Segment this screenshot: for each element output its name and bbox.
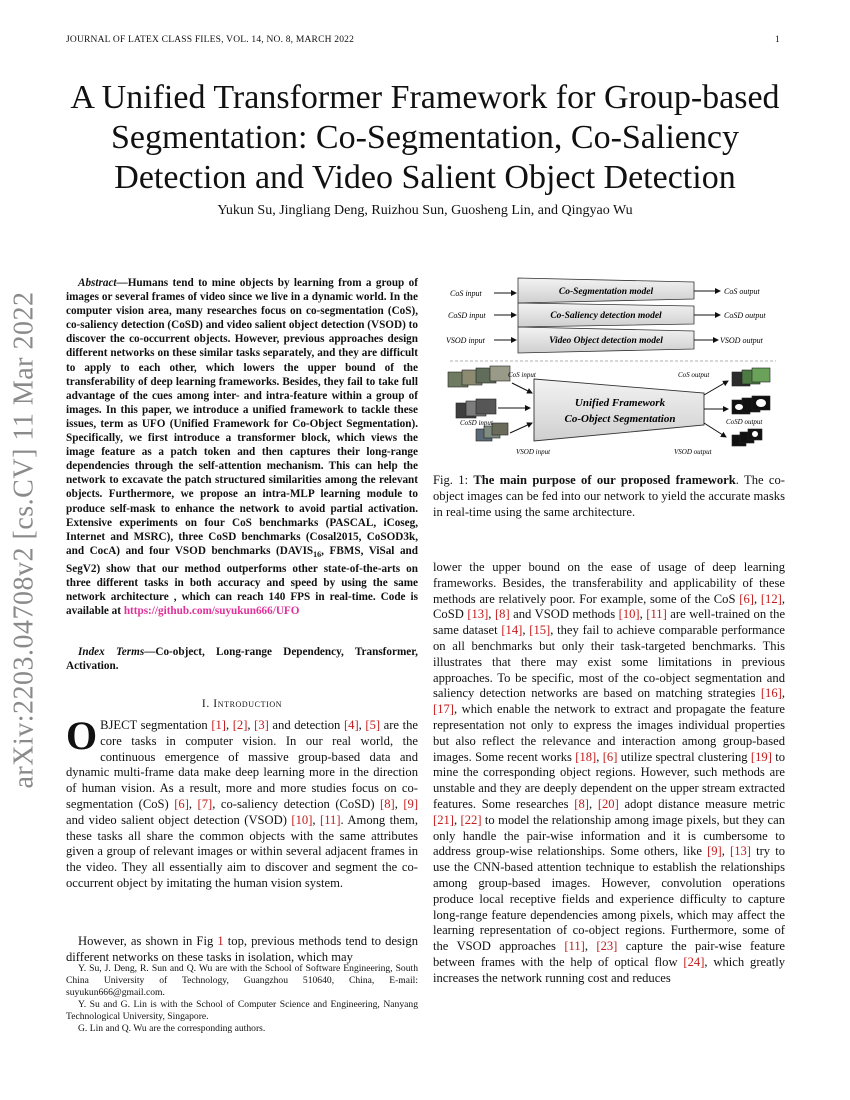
intro-paragraph-1 <box>66 713 419 892</box>
arxiv-side-stamp <box>0 290 48 790</box>
right-column-text-segment: , <box>588 796 598 811</box>
fig-top-output-vsod: VSOD output <box>720 336 763 345</box>
title-line-1: A Unified Transformer Framework for Group-based <box>70 79 780 116</box>
footnote-affiliation-1: Y. Su, J. Deng, R. Sun and Q. Wu are with the School of Software Engineering, South China University of Technology, Guangzhou 510640, China, E-mail: suyukun666@gmail.com. <box>66 963 418 998</box>
right-column-text-segment: , CoSD <box>433 591 785 622</box>
fig-bottom-output-cosd: CoSD output <box>726 418 763 426</box>
intro-text-segment: , <box>247 718 255 732</box>
fig-bottom-output-vsod: VSOD output <box>674 448 712 456</box>
fig-top-input-cosd: CoSD input <box>448 311 486 320</box>
citation-link[interactable]: [10] <box>291 812 313 827</box>
fig-top-input-vsod: VSOD input <box>446 336 485 345</box>
intro-text-segment: , <box>394 796 404 811</box>
right-column-text-segment: and VSOD methods <box>509 607 619 622</box>
right-column-paragraph <box>433 560 785 987</box>
figure-1-caption <box>433 472 785 520</box>
dropcap-letter: O <box>66 713 98 758</box>
intro-p2-start: However, as shown in Fig <box>78 934 218 948</box>
caption-text: . The co-object images can be fed into our network to yield the accurate masks in real-time using the same architecture. <box>433 473 785 519</box>
citation-link[interactable]: [10] <box>618 607 640 622</box>
right-column-text-segment: , <box>584 939 597 954</box>
right-column-text-segment: , which greatly increases the network running cost and reduces <box>433 954 785 985</box>
caption-label: Fig. 1: <box>433 473 474 487</box>
framework-diagram <box>436 275 786 460</box>
citation-link[interactable]: [8] <box>380 796 395 811</box>
intro-text-segment: BJECT segmentation <box>100 718 212 732</box>
fig-model-label-cosd: Co-Saliency detection model <box>550 311 662 321</box>
intro-text-segment: and video salient object detection (VSOD) <box>66 812 292 827</box>
section-title: Introduction <box>213 698 283 710</box>
citation-link[interactable]: [6] <box>739 591 754 606</box>
right-column-text-segment: , which enable the network to extract and propagate the feature representation not only to express the images individual properties but also reflect the relevance and interaction among group-based images. Some recent works <box>433 702 785 764</box>
citation-link[interactable]: [15] <box>529 623 551 638</box>
right-column-text-segment: , <box>488 607 495 622</box>
fig-model-label-cos: Co-Segmentation model <box>558 287 654 297</box>
paper-title <box>40 78 810 198</box>
section-heading <box>66 698 418 710</box>
citation-link[interactable]: [9] <box>707 844 722 859</box>
index-terms-text: —Co-object, Long-range Dependency, Transformer, Activation. <box>66 646 418 673</box>
citation-link[interactable]: [11] <box>320 812 341 827</box>
intro-text-segment: , <box>358 718 366 732</box>
intro-paragraph-1-text <box>66 713 419 890</box>
right-column-text-segment: , <box>522 623 530 638</box>
abstract-text-1: —Humans tend to mine objects by learning from a group of images or several frames of video since we live in a dynamic world. In the computer vision area, many researches focus on co-segmentation (CoS), co-saliency detection (CoSD) and video salient object detection (VSOD) to discover the co-occurrent objects. However, previous approaches design different networks on these similar tasks separately, and they are difficult to apply to each other, which lowers the upper bound of the transferability of deep learning frameworks. Besides, they fail to take full advantage of the cues among inter- and intra-feature within a group of images. In this paper, we introduce a unified framework to tackle these issues, term as UFO (Unified Framework for Co-Object Segmentation). Specifically, we first introduce a transformer block, which views the image feature as a patch token and then captures their long-range dependencies through the self-attention mechanism. This can help the network to excavate the patch structured similarities among the relevant objects. Furthermore, we propose an intra-MLP learning module to produce self-mask to enhance the network to avoid partial activation. Extensive experiments on four CoS benchmarks (PASCAL, iCoseg, Internet and MSRC), three CoSD benchmarks (Cosal2015, CoSOD3k, and CocA) and four VSOD benchmarks (DAVIS <box>66 277 418 557</box>
right-column-text-segment: adopt distance measure metric <box>618 796 785 811</box>
author-list: Yukun Su, Jingliang Deng, Ruizhou Sun, Guosheng Lin, and Qingyao Wu <box>217 203 633 218</box>
intro-text-segment: are the core tasks in computer vision. In our real world, the continuous emergence of massive group-based data and dynamic multi-frame data make deep learning more in the direction of human vision. As a result, more and more studies focus on co-segmentation (CoS) <box>66 718 418 811</box>
citation-link[interactable]: [18] <box>575 749 597 764</box>
fig-arrow <box>704 423 726 437</box>
fig-unified-box <box>534 379 704 441</box>
citation-link[interactable]: [23] <box>596 939 618 954</box>
title-line-2: Segmentation: Co-Segmentation, Co-Saliency <box>111 119 739 156</box>
citation-link[interactable]: [6] <box>174 796 189 811</box>
right-column-text-segment: to model the relationship among image pixels, but they can only handle the pair-wise information and it is cumbersome to address group-wise relationships. Some others, like <box>433 812 786 859</box>
intro-text-segment: , <box>312 812 320 827</box>
title-line-3: Detection and Video Salient Object Detection <box>114 159 736 196</box>
arxiv-id-text: arXiv:2203.04708v2 [cs.CV] 11 Mar 2022 <box>8 291 40 789</box>
right-column-text-segment: are well-trained on the same dataset <box>433 607 786 638</box>
intro-paragraph-2 <box>66 934 418 966</box>
intro-text-segment: and detection <box>268 718 344 732</box>
intro-text-segment: , co-saliency detection (CoSD) <box>212 796 380 811</box>
citation-link[interactable]: [11] <box>564 939 585 954</box>
right-column-text-segment: try to use the CNN-based attention technique to establish the relationships among group-based images. However, convolution operations produce local receptive fields and experience difficulty to capture long-range feature dependencies among pixels, which may affect the learning representation of co-object regions. Furthermore, some of the VSOD approaches <box>433 844 785 954</box>
right-column-text-segment: , <box>453 812 461 827</box>
right-column-text-segment: , <box>721 844 731 859</box>
abstract-label: Abstract <box>78 277 117 289</box>
citation-link[interactable]: [6] <box>602 749 618 764</box>
fig-bottom-input-cos: CoS input <box>508 371 536 379</box>
citation-link[interactable]: [22] <box>460 812 482 827</box>
footnotes <box>66 963 418 1035</box>
footnote-corresponding: G. Lin and Q. Wu are the corresponding authors. <box>78 1023 266 1034</box>
journal-header: JOURNAL OF LATEX CLASS FILES, VOL. 14, NO. 8, MARCH 2022 <box>66 35 355 45</box>
index-terms <box>66 645 418 673</box>
citation-link[interactable]: [7] <box>197 796 213 811</box>
right-column-text-segment: capture the pair-wise feature between frames with the help of optical flow <box>433 939 785 969</box>
citation-link[interactable]: [14] <box>501 623 523 638</box>
right-column-text-segment: , <box>781 686 785 701</box>
fig-cosd-input-thumbnails <box>456 399 496 418</box>
citation-link[interactable]: [12] <box>760 591 782 606</box>
fig-vsod-output-masks <box>732 429 762 446</box>
right-column-text-segment: , <box>596 749 603 764</box>
right-column-text-segment: lower the upper bound on the ease of usage of deep learning frameworks. Besides, the transferability and applicability of these methods are relatively poor. For example, some of the CoS <box>433 560 785 606</box>
citation-link[interactable]: [8] <box>574 796 589 811</box>
citation-link[interactable]: [2] <box>232 718 248 732</box>
figure-1 <box>436 275 786 460</box>
citation-link[interactable]: [20] <box>597 796 619 811</box>
index-terms-label: Index Terms <box>78 646 145 658</box>
citation-link[interactable]: [1] <box>211 718 226 732</box>
right-column-text-segment: , <box>753 591 761 606</box>
caption-bold: The main purpose of our proposed framework <box>473 473 736 487</box>
right-column-text-segment: , they fail to achieve comparable performance on all benchmarks but only their task-targeted benchmarks. This illustrates that there may exist some limitations in previous approaches. To be specific, most of the co-object segmentation and saliency detection networks are based on matching strategies <box>433 623 785 701</box>
fig-arrow <box>512 383 532 393</box>
code-link[interactable]: https://github.com/suyukun666/UFO <box>123 605 300 618</box>
fig-arrow <box>510 423 532 433</box>
citation-link[interactable]: [8] <box>494 607 510 622</box>
fig-arrow <box>704 381 728 395</box>
right-column-text-segment: to mine the corresponding object regions. However, such methods are unstable and they are deeply dependent on the upper stream extracted features. Some researches <box>433 749 785 811</box>
section-number: I. <box>201 698 210 710</box>
citation-link[interactable]: [11] <box>646 607 667 622</box>
fig-top-input-cos: CoS input <box>450 289 482 298</box>
fig-unified-label-2: Co-Object Segmentation <box>564 413 676 425</box>
intro-p2-end: top, previous methods tend to design different networks on these tasks in isolation, which may <box>66 934 418 964</box>
citation-link[interactable]: [19] <box>750 749 772 764</box>
fig-bottom-input-vsod: VSOD input <box>516 448 551 456</box>
davis-subscript: 16 <box>313 550 322 560</box>
citation-link[interactable]: [21] <box>433 812 454 827</box>
citation-link[interactable]: [4] <box>343 718 359 732</box>
abstract-text-2: , FBMS, ViSal and SegV2) show that our method outperforms other state-of-the-arts on three different tasks in both accuracy and speed by using the same network architecture , which can reach 140 FPS in real-time. Code is available at <box>66 544 419 618</box>
citation-link[interactable]: [3] <box>254 718 269 732</box>
fig-cosd-output-masks <box>732 396 770 414</box>
fig-cos-output-thumbnails <box>732 368 770 386</box>
citation-link[interactable]: [13] <box>467 607 489 622</box>
citation-link[interactable]: [13] <box>730 844 751 859</box>
abstract <box>66 276 418 618</box>
citation-link[interactable]: [5] <box>365 718 381 732</box>
fig-cos-input-thumbnails <box>448 366 510 387</box>
citation-link[interactable]: [24] <box>683 954 705 969</box>
page-number: 1 <box>775 35 780 45</box>
intro-text-segment: , <box>226 718 233 732</box>
right-column-text-segment: utilize spectral clustering <box>617 749 751 764</box>
intro-text-segment: . Among them, these tasks all share the common objects with the same attributes given a group of relevant images or within several adjacent frames in the video. They all essentially aim to discover and segment the co-occurrent object by imitating the human vision system. <box>66 812 418 890</box>
fig-bottom-output-cos: CoS output <box>678 371 710 379</box>
fig-unified-label-1: Unified Framework <box>574 397 666 409</box>
fig-model-label-vsod: Video Object detection model <box>549 336 663 346</box>
intro-text-segment: , <box>188 796 198 811</box>
fig-top-output-cos: CoS output <box>724 287 760 296</box>
fig-reference[interactable]: 1 <box>217 934 224 948</box>
footnote-affiliation-2: Y. Su and G. Lin is with the School of Computer Science and Engineering, Nanyang Technological University, Singapore. <box>66 999 418 1022</box>
fig-top-output-cosd: CoSD output <box>724 311 766 320</box>
citation-link[interactable]: [17] <box>433 702 454 717</box>
right-column-text-segment: , <box>639 607 647 622</box>
fig-bottom-input-cosd: CoSD input <box>460 419 493 427</box>
citation-link[interactable]: [9] <box>403 796 419 811</box>
citation-link[interactable]: [16] <box>760 686 782 701</box>
